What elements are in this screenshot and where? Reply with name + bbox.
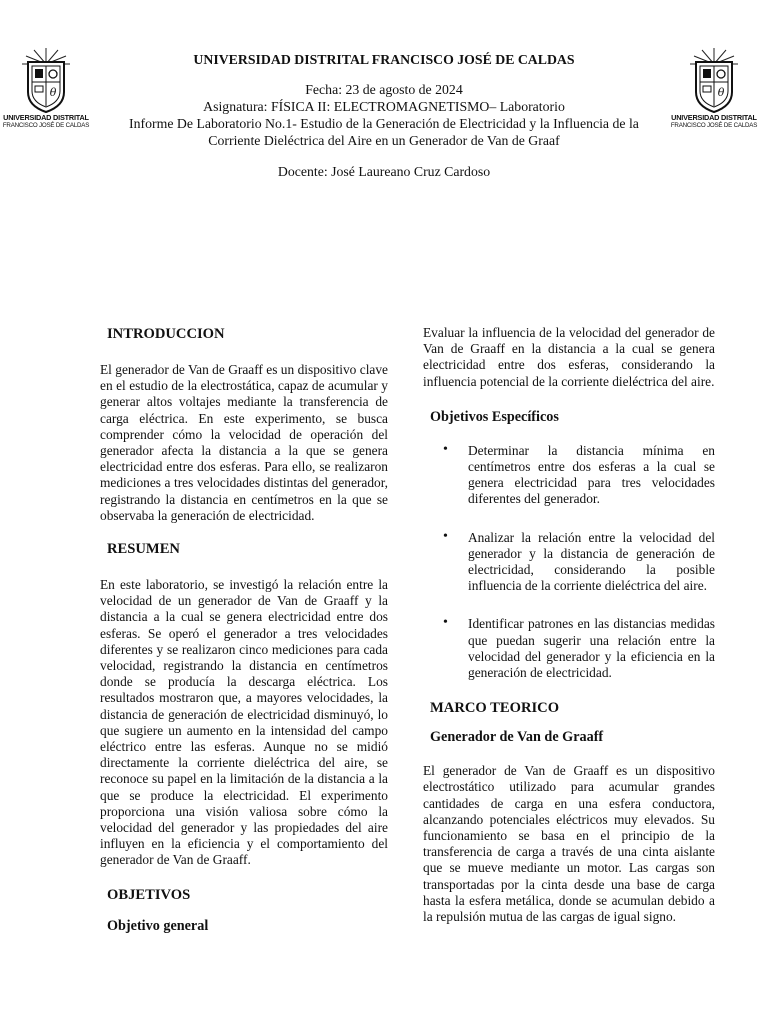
specific-objectives-heading: Objetivos Específicos [430, 408, 559, 425]
report-date: Fecha: 23 de agosto de 2024 [305, 82, 463, 97]
bullet-icon: • [443, 528, 448, 544]
van-de-graaff-heading: Generador de Van de Graaff [430, 729, 604, 746]
report-title-line-2: Corriente Dieléctrica del Aire en un Generador de Van de Graaf [208, 133, 560, 148]
logo-university-name: UNIVERSIDAD DISTRITAL [671, 113, 757, 122]
list-item-text: Determinar la distancia mínima en centímetros entre dos esferas a la cual se genera electricidad para tres velocidades diferentes del generador. [468, 442, 715, 507]
left-column [100, 326, 388, 934]
theoretical-framework-heading: MARCO TEORICO [430, 700, 560, 717]
university-seal-icon [20, 46, 72, 114]
list-item [423, 616, 715, 681]
introduction-paragraph: El generador de Van de Graaff es un dispositivo clave en el estudio de la electrostática, capaz de acumular y generar altos voltajes mediante la transferencia de carga eléctrica. En este experimento, se busca comprender cómo la velocidad de operación del generador afecta la distancia a la que se genera electricidad entre dos esferas. Para ello, se realizaron mediciones a tres velocidades distintas del generador, registrando la distancia en centímetros en la que se observaba la generación de electricidad. [100, 362, 388, 523]
document-header [110, 51, 658, 180]
list-item [423, 443, 715, 508]
introduction-heading: INTRODUCCION [107, 326, 225, 342]
logo-university-subname: FRANCISCO JOSÉ DE CALDAS [670, 122, 758, 129]
list-item-text: Identificar patrones en las distancias medidas que puedan sugerir una relación entre la velocidad del generador y la eficiencia en la generación de electricidad. [468, 616, 715, 681]
report-title-line-1: Informe De Laboratorio No.1- Estudio de la Generación de Electricidad y la Influencia de la [129, 116, 639, 131]
university-title: UNIVERSIDAD DISTRITAL FRANCISCO JOSÉ DE CALDAS [193, 52, 575, 67]
svg-text:θ: θ [49, 86, 57, 99]
van-de-graaff-paragraph: El generador de Van de Graaff es un dispositivo electrostático utilizado para acumular grandes cantidades de carga en una esfera conductora, alcanzando potenciales eléctricos muy elevados. Su funcionamiento se basa en el principio de la transferencia de carga a través de una cinta aislante que se mueve mediante un motor. Las cargas son transportadas por la cinta desde una base de carga hasta la esfera metálica, donde se acumulan debido a la repulsión mutua de las cargas de igual signo. [423, 763, 715, 925]
university-seal-icon [688, 46, 740, 114]
university-logo-right [668, 46, 760, 136]
right-column [423, 325, 715, 925]
svg-text:θ: θ [717, 86, 725, 99]
summary-paragraph: En este laboratorio, se investigó la relación entre la velocidad de un generador de Van de Graaff y la distancia a la cual se genera electricidad entre dos esferas. Se operó el generador a tres velocidades diferentes y se realizaron cinco mediciones para cada velocidad, registrando la distancia en centímetros donde se producía la descarga eléctrica. Los resultados mostraron que, a mayores velocidades, la distancia de generación de electricidad disminuyó, lo que sugiere un aumento en la intensidad del campo eléctrico entre las esferas. Aunque no se midió directamente la corriente dieléctrica del aire, se reconoce su papel en la limitación de la distancia a la que se produce la electricidad. El experimento proporciona una visión valiosa sobre cómo la velocidad del generador y las propiedades del aire influyen en la eficiencia y el comportamiento del generador de Van de Graaff. [100, 577, 388, 868]
logo-university-subname: FRANCISCO JOSÉ DE CALDAS [2, 122, 90, 129]
bullet-icon: • [443, 615, 448, 631]
list-item-text: Analizar la relación entre la velocidad del generador y la distancia de generación de electricidad, considerando la posible influencia de la corriente dieléctrica del aire. [468, 529, 715, 594]
teacher-name: Docente: José Laureano Cruz Cardoso [277, 164, 491, 179]
objectives-heading: OBJETIVOS [107, 886, 191, 903]
university-logo-left [0, 46, 92, 136]
general-objective-paragraph: Evaluar la influencia de la velocidad del generador de Van de Graaff en la distancia a la cual se genera electricidad entre dos esferas, considerando la influencia potencial de la corriente dieléctrica del aire. [423, 325, 715, 389]
specific-objectives-list [423, 443, 715, 681]
bullet-icon: • [443, 441, 448, 457]
course-subject: Asignatura: FÍSICA II: ELECTROMAGNETISMO– Laboratorio [203, 99, 565, 114]
summary-heading: RESUMEN [107, 541, 180, 558]
logo-university-name: UNIVERSIDAD DISTRITAL [3, 113, 89, 122]
general-objective-heading: Objetivo general [107, 917, 209, 934]
list-item [423, 530, 715, 595]
